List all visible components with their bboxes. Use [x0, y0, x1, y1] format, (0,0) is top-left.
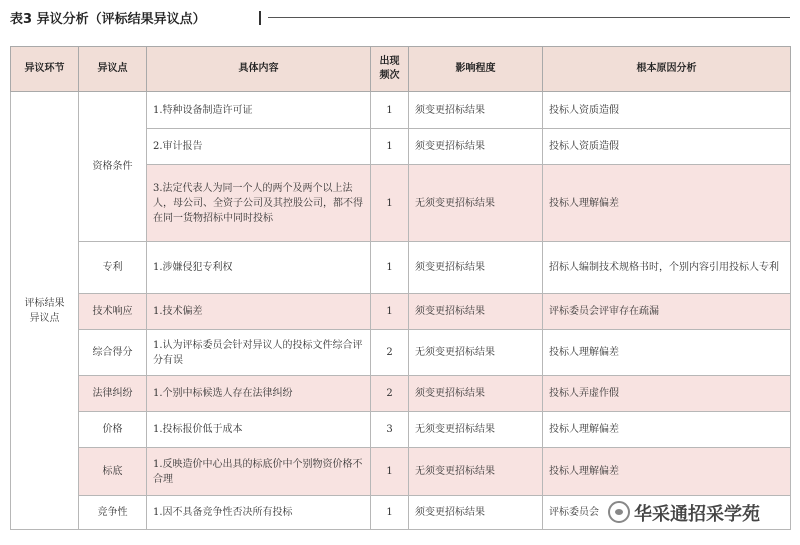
- content-cell: 1.投标报价低于成本: [147, 412, 371, 448]
- frequency-cell: 1: [371, 242, 409, 294]
- impact-cell: 须变更招标结果: [409, 294, 543, 330]
- impact-cell: 须变更招标结果: [409, 242, 543, 294]
- group-label-tech-response: 技术响应: [79, 294, 147, 330]
- frequency-cell: 1: [371, 165, 409, 242]
- table-row: [11, 412, 791, 448]
- table-header-row: [11, 47, 791, 92]
- content-cell: 1.反映造价中心出具的标底价中个别物资价格不合理: [147, 448, 371, 496]
- cause-cell: 投标人资质造假: [543, 129, 791, 165]
- cause-cell: 投标人理解偏差: [543, 412, 791, 448]
- impact-cell: 须变更招标结果: [409, 496, 543, 530]
- content-cell: 1.认为评标委员会针对异议人的投标文件综合评分有误: [147, 330, 371, 376]
- frequency-cell: 1: [371, 129, 409, 165]
- cause-cell: 评标委员会: [543, 496, 791, 530]
- title-rule-line: [268, 17, 790, 18]
- table-heading: [10, 8, 790, 28]
- title-separator-bar: [259, 11, 261, 25]
- frequency-cell: 1: [371, 448, 409, 496]
- group-label-overall-score: 综合得分: [79, 330, 147, 376]
- table-row: [11, 448, 791, 496]
- cause-cell: 评标委员会评审存在疏漏: [543, 294, 791, 330]
- table-title: 表3 异议分析（评标结果异议点）: [10, 12, 206, 27]
- header-content: 具体内容: [147, 47, 371, 92]
- group-label-qualification: 资格条件: [79, 92, 147, 242]
- frequency-cell: 1: [371, 294, 409, 330]
- impact-cell: 无须变更招标结果: [409, 412, 543, 448]
- header-objection-point: 异议点: [79, 47, 147, 92]
- content-cell: 1.因不具备竞争性否决所有投标: [147, 496, 371, 530]
- group-label-patent: 专利: [79, 242, 147, 294]
- cause-cell: 投标人理解偏差: [543, 165, 791, 242]
- impact-cell: 无须变更招标结果: [409, 448, 543, 496]
- frequency-cell: 1: [371, 496, 409, 530]
- header-objection-stage: 异议环节: [11, 47, 79, 92]
- group-label-base-price: 标底: [79, 448, 147, 496]
- impact-cell: 须变更招标结果: [409, 376, 543, 412]
- header-impact: 影响程度: [409, 47, 543, 92]
- frequency-cell: 3: [371, 412, 409, 448]
- wechat-logo-icon: [608, 501, 630, 523]
- cause-cell: 投标人弄虚作假: [543, 376, 791, 412]
- content-cell: 1.涉嫌侵犯专利权: [147, 242, 371, 294]
- frequency-cell: 2: [371, 376, 409, 412]
- table-row: [11, 242, 791, 294]
- cause-cell: 投标人理解偏差: [543, 448, 791, 496]
- impact-cell: 无须变更招标结果: [409, 165, 543, 242]
- impact-cell: 须变更招标结果: [409, 129, 543, 165]
- group-label-competitiveness: 竞争性: [79, 496, 147, 530]
- watermark: [608, 498, 788, 526]
- content-cell: 3.法定代表人为同一个人的两个及两个以上法人，母公司、全资子公司及其控股公司，都不得在同一货物招标中同时投标: [147, 165, 371, 242]
- watermark-text: 华采通招采学苑: [634, 504, 760, 525]
- content-cell: 1.特种设备制造许可证: [147, 92, 371, 129]
- content-cell: 2.审计报告: [147, 129, 371, 165]
- frequency-cell: 1: [371, 92, 409, 129]
- table-row: [11, 294, 791, 330]
- group-label-price: 价格: [79, 412, 147, 448]
- content-cell: 1.技术偏差: [147, 294, 371, 330]
- content-cell: 1.个别中标候选人存在法律纠纷: [147, 376, 371, 412]
- group-label-legal-dispute: 法律纠纷: [79, 376, 147, 412]
- objection-analysis-table: [10, 46, 791, 530]
- cause-cell: 投标人理解偏差: [543, 330, 791, 376]
- header-root-cause: 根本原因分析: [543, 47, 791, 92]
- section-label: 评标结果 异议点: [11, 92, 79, 530]
- cause-cell: 投标人资质造假: [543, 92, 791, 129]
- header-frequency: 出现 频次: [371, 47, 409, 92]
- table-row: [11, 376, 791, 412]
- frequency-cell: 2: [371, 330, 409, 376]
- impact-cell: 无须变更招标结果: [409, 330, 543, 376]
- table-row: [11, 330, 791, 376]
- table-row: [11, 92, 791, 129]
- impact-cell: 须变更招标结果: [409, 92, 543, 129]
- cause-cell: 招标人编制技术规格书时，个别内容引用投标人专利: [543, 242, 791, 294]
